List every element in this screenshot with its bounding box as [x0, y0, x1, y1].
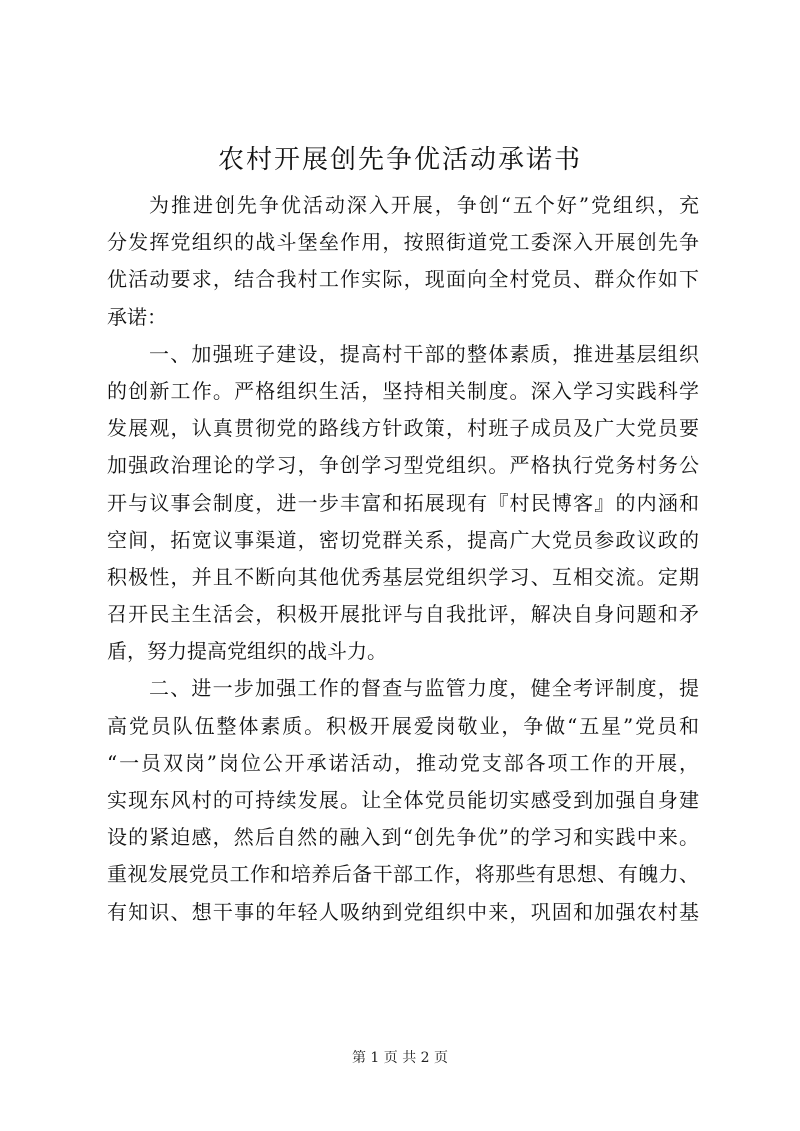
- paragraph-line: 为推进创先争优活动深入开展，争创“五个好”党组织，充: [149, 193, 699, 217]
- paragraph-line: 发展观，认真贯彻党的路线方针政策，村班子成员及广大党员要: [107, 416, 699, 441]
- document-title: 农村开展创先争优活动承诺书: [217, 145, 582, 175]
- paragraph-line: 空间，拓宽议事渠道，密切党群关系，提高广大党员参政议政的: [107, 527, 699, 552]
- paragraph-line: 实现东风村的可持续发展。让全体党员能切实感受到加强自身建: [107, 788, 699, 812]
- paragraph-line: 优活动要求，结合我村工作实际，现面向全村党员、群众作如下: [107, 267, 699, 292]
- paragraph-line: 承诺：: [107, 304, 167, 329]
- paragraph-line: 开与议事会制度，进一步丰富和拓展现有『村民博客』的内涵和: [107, 490, 699, 515]
- document-body: [107, 187, 699, 931]
- paragraph-line: 召开民主生活会，积极开展批评与自我批评，解决自身问题和矛: [107, 602, 699, 627]
- page-number-footer: 第 1 页 共 2 页: [351, 1050, 449, 1066]
- paragraph-line: 重视发展党员工作和培养后备干部工作，将那些有思想、有魄力、: [107, 862, 699, 887]
- paragraph-line: 有知识、想干事的年轻人吸纳到党组织中来，巩固和加强农村基: [107, 899, 699, 924]
- paragraph-line: 设的紧迫感，然后自然的融入到“创先争优”的学习和实践中来。: [107, 825, 699, 850]
- paragraph-line: 一、加强班子建设，提高村干部的整体素质，推进基层组织: [149, 341, 699, 366]
- paragraph-line: 高党员队伍整体素质。积极开展爱岗敬业，争做“五星”党员和: [107, 713, 699, 738]
- paragraph-line: 的创新工作。严格组织生活，坚持相关制度。深入学习实践科学: [107, 378, 699, 403]
- paragraph-line: 分发挥党组织的战斗堡垒作用，按照街道党工委深入开展创先争: [107, 230, 699, 255]
- paragraph-line: 二、进一步加强工作的督查与监管力度，健全考评制度，提: [149, 676, 699, 701]
- paragraph-line: “一员双岗”岗位公开承诺活动，推动党支部各项工作的开展，: [107, 750, 699, 775]
- paragraph-line: 盾，努力提高党组织的战斗力。: [107, 639, 387, 664]
- paragraph-line: 积极性，并且不断向其他优秀基层党组织学习、互相交流。定期: [107, 564, 699, 589]
- paragraph-line: 加强政治理论的学习，争创学习型党组织。严格执行党务村务公: [107, 453, 699, 478]
